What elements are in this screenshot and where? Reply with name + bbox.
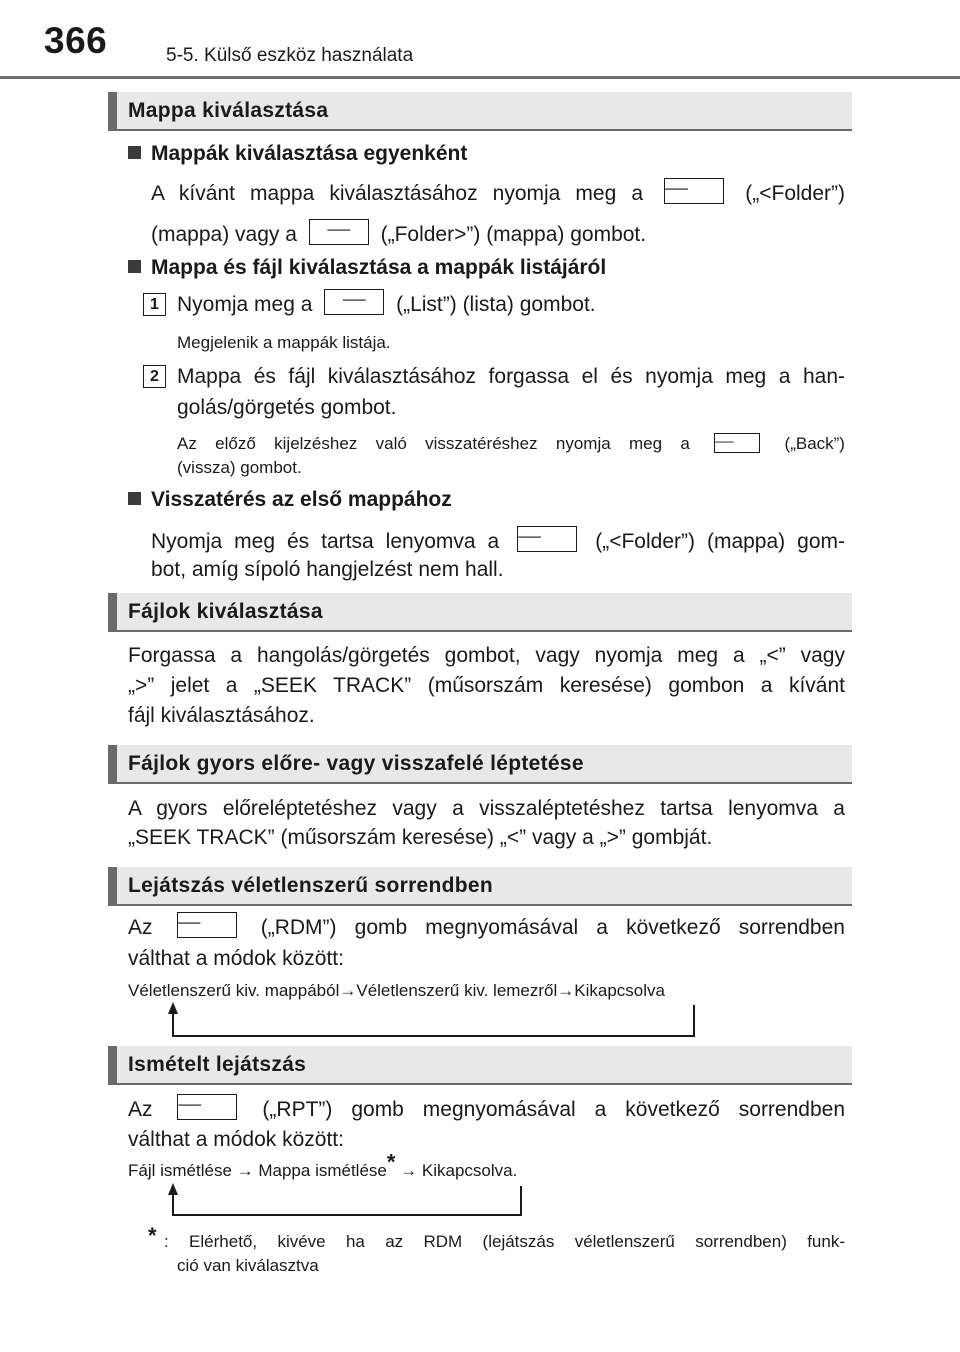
repeat-line1: Az ── („RPT”) gomb megnyomásával a következő sorrendben <box>128 1094 845 1125</box>
random-mode-flow: Véletlenszerű kiv. mappából→Véletlenszerű kiv. lemezről→Kikapcsolva <box>128 981 665 1000</box>
button-icon-list: ── <box>324 289 384 315</box>
square-bullet-icon <box>128 260 141 273</box>
section-title-random: Lejátszás véletlenszerű sorrendben <box>108 867 852 906</box>
paragraph-folder-select-line2: (mappa) vagy a ── („Folder>”) (mappa) gombot. <box>151 219 646 250</box>
button-icon-folder-prev-hold: ── <box>517 526 577 552</box>
running-title: 5-5. Külső eszköz használata <box>166 45 414 66</box>
random-line2: válthat a módok között: <box>128 947 344 970</box>
file-select-line2: „>” jelet a „SEEK TRACK” (műsorszám keresése) gombon a kívánt <box>128 674 845 697</box>
footnote-line2: ció van kiválasztva <box>177 1256 319 1275</box>
header-rule <box>0 76 960 79</box>
fast-step-line1: A gyors előreléptetéshez vagy a visszaléptetéshez tartsa lenyomva a <box>128 797 845 820</box>
footnote-line1: : Elérhető, kivéve ha az RDM (lejátszás véletlenszerű sorrendben) funk- <box>164 1232 845 1251</box>
subheading-return-first-folder: Visszatérés az első mappához <box>128 488 452 512</box>
subheading-folder-one-by-one: Mappák kiválasztása egyenként <box>128 142 467 166</box>
section-title-folder-select: Mappa kiválasztása <box>108 92 852 131</box>
step-number-1: 1 <box>143 293 166 316</box>
section-title-fast-step: Fájlok gyors előre- vagy visszafelé léptetése <box>108 745 852 784</box>
page-number: 366 <box>44 20 108 61</box>
button-icon-rpt: ── <box>177 1094 237 1120</box>
square-bullet-icon <box>128 146 141 159</box>
button-icon-back: ── <box>714 433 760 453</box>
file-select-line1: Forgassa a hangolás/görgetés gombot, vagy nyomja meg a „<” vagy <box>128 644 845 667</box>
random-cycle-arrow-icon <box>160 1002 710 1040</box>
step2-text-line1: Mappa és fájl kiválasztásához forgassa el és nyomja meg a han- <box>177 365 845 388</box>
paragraph-return-line1: Nyomja meg és tartsa lenyomva a ── („<Folder”) (mappa) gom- <box>151 526 845 557</box>
step1-note: Megjelenik a mappák listája. <box>177 333 391 352</box>
footnote-star: * <box>148 1223 157 1248</box>
button-icon-folder-next: ── <box>309 219 369 245</box>
repeat-cycle-arrow-icon <box>160 1183 530 1219</box>
footnote-marker: * <box>386 1149 396 1175</box>
square-bullet-icon <box>128 492 141 505</box>
step2-note-line2: (vissza) gombot. <box>177 458 302 477</box>
file-select-line3: fájl kiválasztásához. <box>128 704 315 727</box>
subheading-folder-list: Mappa és fájl kiválasztása a mappák listájáról <box>128 256 606 280</box>
button-icon-folder-prev: ── <box>664 178 724 204</box>
button-icon-rdm: ── <box>177 912 237 938</box>
step1-text: Nyomja meg a ── („List”) (lista) gombot. <box>177 289 596 320</box>
paragraph-return-line2: bot, amíg sípoló hangjelzést nem hall. <box>151 558 504 581</box>
step2-text-line2: golás/görgetés gombot. <box>177 396 397 419</box>
paragraph-folder-select-line1: A kívánt mappa kiválasztásához nyomja meg a ── („<Folder”) <box>151 178 845 209</box>
section-title-file-select: Fájlok kiválasztása <box>108 593 852 632</box>
step2-note-line1: Az előző kijelzéshez való visszatéréshez nyomja meg a ── („Back”) <box>177 433 845 453</box>
section-title-repeat: Ismételt lejátszás <box>108 1046 852 1085</box>
repeat-mode-flow: Fájl ismétlése → Mappa ismétlése* → Kikapcsolva. <box>128 1149 518 1180</box>
step-number-2: 2 <box>143 365 166 388</box>
random-line1: Az ── („RDM”) gomb megnyomásával a következő sorrendben <box>128 912 845 943</box>
repeat-line2: válthat a módok között: <box>128 1128 344 1151</box>
fast-step-line2: „SEEK TRACK” (műsorszám keresése) „<” vagy a „>” gombját. <box>128 826 713 849</box>
